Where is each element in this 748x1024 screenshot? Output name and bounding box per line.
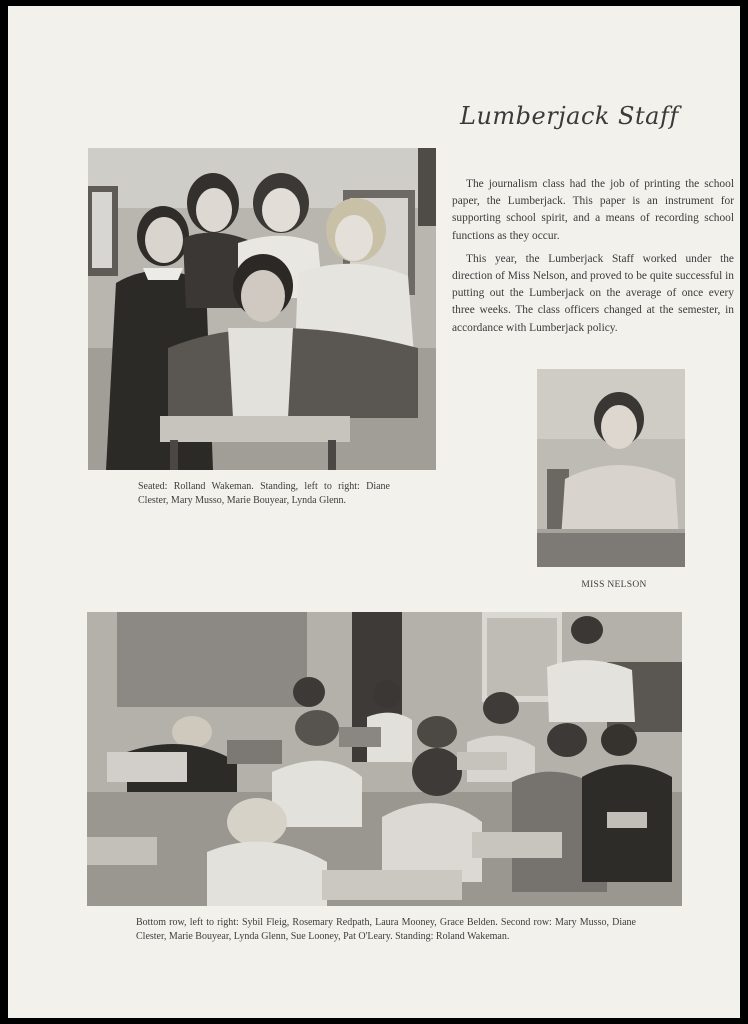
- staff-photo-caption: Seated: Rolland Wakeman. Standing, left to right: Diane Clester, Mary Musso, Marie Bouyear, Lynda Glenn.: [138, 481, 390, 506]
- nelson-portrait-photo: [537, 369, 685, 567]
- article-paragraph-2: This year, the Lumberjack Staff worked under the direction of Miss Nelson, and proved to be quite successful in putting out the Lumberjack on the average of once every three weeks. The class officers changed at the semester, in accordance with Lumberjack policy.: [452, 252, 734, 334]
- nelson-photo-caption: MISS NELSON: [581, 580, 647, 590]
- group-photo-icon: [88, 148, 436, 470]
- portrait-photo-icon: [537, 369, 685, 567]
- classroom-photo-icon: [87, 612, 682, 906]
- article-text: [452, 176, 734, 343]
- article-paragraph-1: The journalism class had the job of printing the school paper, the Lumberjack. This paper is an instrument for supporting school spirit, and a means of recording school functions as they occur.: [452, 178, 734, 242]
- yearbook-page: [8, 6, 740, 1018]
- staff-group-photo: [88, 148, 436, 470]
- page-title: Lumberjack Staff: [460, 102, 679, 130]
- classroom-photo-caption: Bottom row, left to right: Sybil Fleig, Rosemary Redpath, Laura Mooney, Grace Belden. Second row: Mary Musso, Diane Clester, Marie Bouyear, Lynda Glenn, Sue Looney, Pat O'Leary. Standing: Roland Wakeman.: [136, 917, 636, 942]
- classroom-photo: [87, 612, 682, 906]
